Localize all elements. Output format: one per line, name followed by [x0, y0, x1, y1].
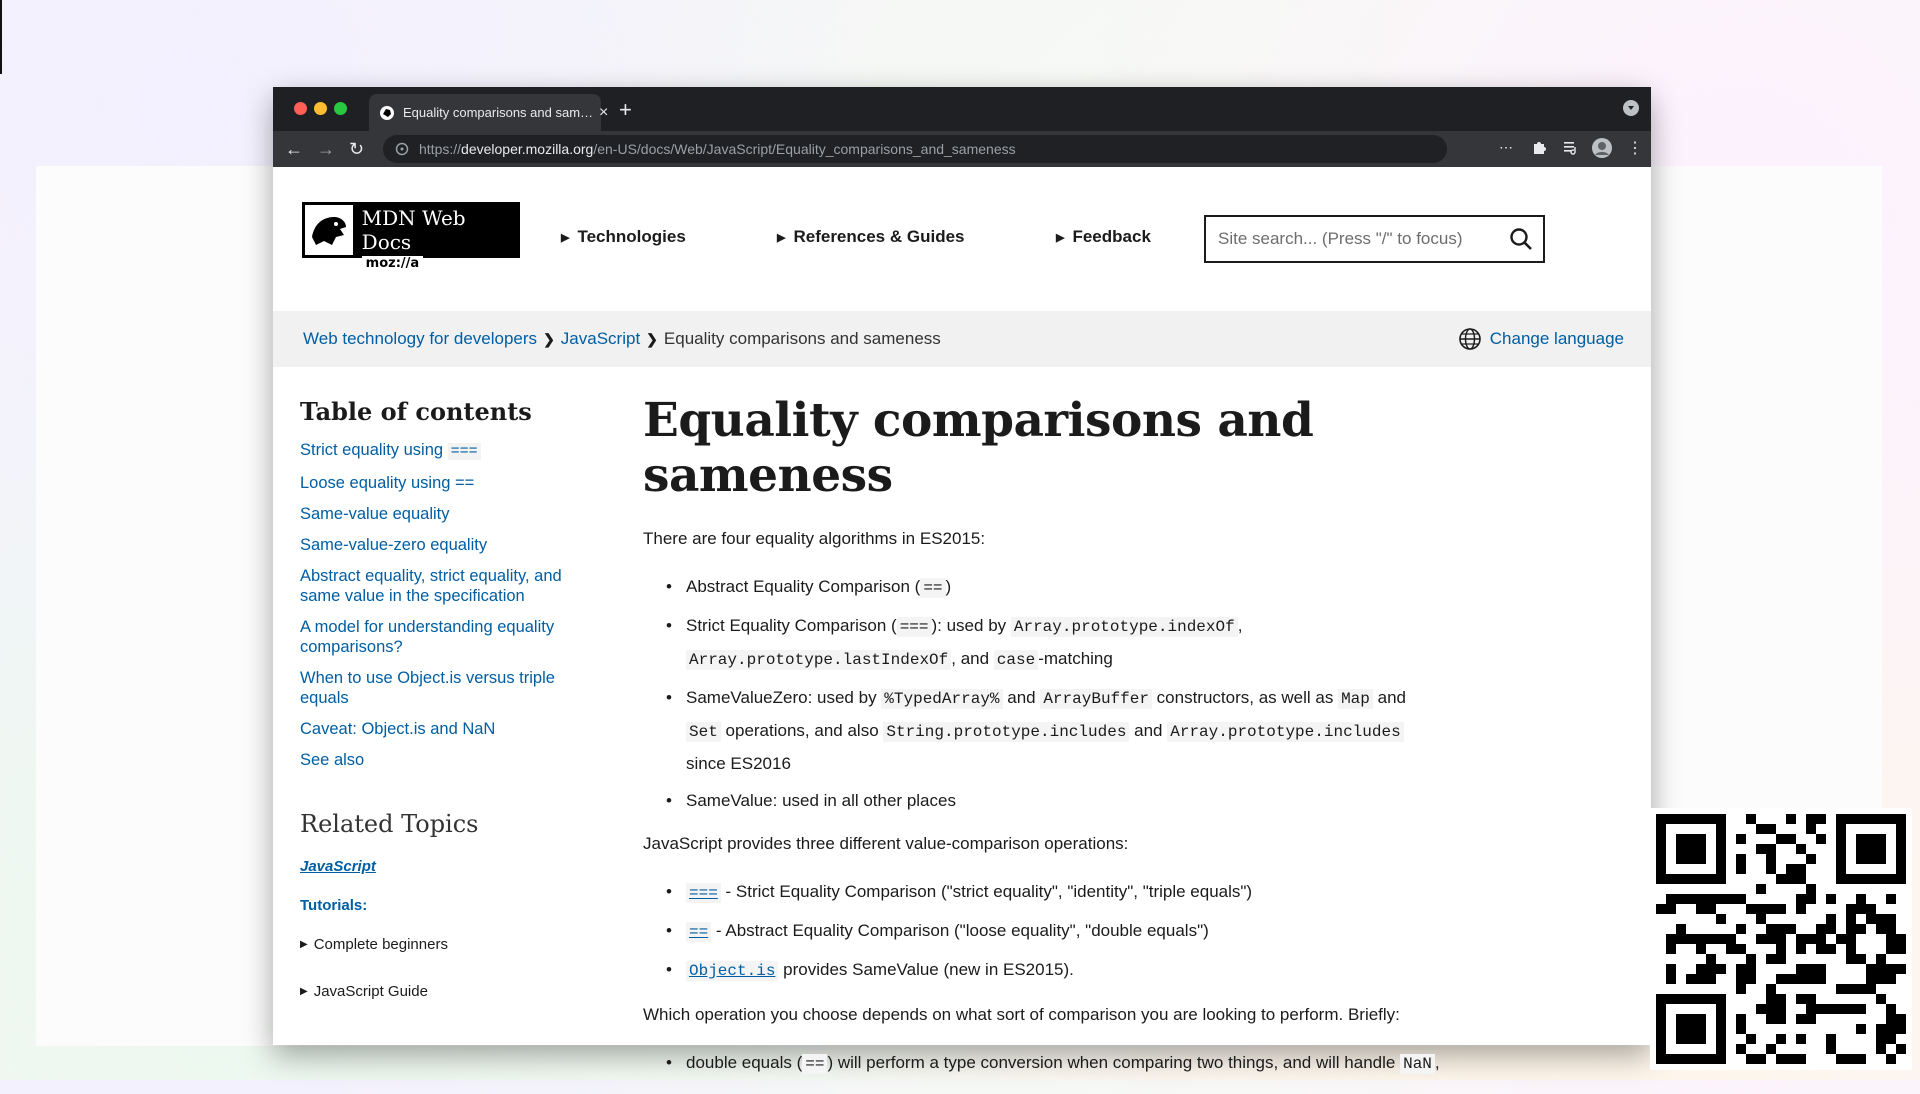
qr-code-image	[1656, 814, 1906, 1064]
search-icon[interactable]	[1509, 227, 1533, 251]
list-item: • Abstract Equality Comparison ( == )	[643, 571, 1523, 604]
page-title: Equality comparisons and sameness	[643, 393, 1314, 503]
search-input[interactable]	[1218, 229, 1498, 249]
list-item: • Object.is provides SameValue (new in ES2015).	[643, 954, 1523, 987]
sidebar	[300, 397, 590, 1030]
maximize-window-button[interactable]	[334, 102, 347, 115]
corner-mark	[0, 0, 2, 74]
chevron-right-icon: ❯	[543, 330, 555, 347]
site-info-icon[interactable]	[395, 142, 409, 156]
chevron-right-icon: ❯	[646, 330, 658, 347]
list-item: • SameValue: used in all other places	[643, 785, 1523, 816]
toc-title: Table of contents	[300, 397, 532, 426]
list-item: • SameValueZero: used by %TypedArray% and ArrayBuffer constructors, as well as Map and Set operations, and also String.prototype.includes and Array.prototype.includes since ES2016	[643, 682, 1523, 779]
toc-link[interactable]: See also	[300, 751, 365, 769]
nav-references-guides[interactable]: ▶ References & Guides	[777, 227, 965, 246]
nav-technologies[interactable]: ▶ Technologies	[561, 227, 686, 246]
reading-list-icon[interactable]	[1563, 139, 1579, 158]
logo-mozilla-text: moz://a	[362, 256, 424, 271]
related-topics-title: Related Topics	[300, 810, 479, 838]
algorithms-list	[643, 571, 1523, 816]
profile-avatar-icon[interactable]	[1591, 137, 1613, 162]
dinosaur-logo-icon	[302, 202, 356, 258]
back-arrow-icon[interactable]: ←	[285, 139, 303, 159]
toc-link[interactable]: Same-value equality	[300, 505, 450, 523]
logo-brand-text: MDN Web Docs	[361, 206, 466, 254]
site-header	[273, 167, 1651, 311]
mdn-logo[interactable]	[302, 202, 520, 271]
expand-triangle-icon: ▶	[300, 986, 308, 997]
tab-title: Equality comparisons and sam…	[403, 105, 594, 120]
related-javascript-link[interactable]: JavaScript	[300, 858, 376, 875]
summary-list	[643, 1047, 1523, 1080]
forward-arrow-icon[interactable]: →	[317, 139, 335, 159]
breadcrumb-current: Equality comparisons and sameness	[663, 329, 941, 348]
nav-feedback[interactable]: ▶ Feedback	[1056, 227, 1151, 246]
paragraph: JavaScript provides three different value-comparison operations:	[643, 834, 1129, 853]
minimize-window-button[interactable]	[314, 102, 327, 115]
list-item: • double equals ( == ) will perform a type conversion when comparing two things, and will handle NaN ,	[643, 1047, 1523, 1080]
browser-tab[interactable]	[369, 94, 609, 131]
toc-link[interactable]: Caveat: Object.is and NaN	[300, 720, 496, 738]
intro-paragraph: There are four equality algorithms in ES2015:	[643, 529, 986, 548]
details-complete-beginners[interactable]: ▶ Complete beginners	[300, 936, 448, 953]
extension-dots-icon[interactable]: ⋯	[1499, 139, 1513, 155]
article	[643, 393, 1523, 1094]
qr-code	[1650, 808, 1912, 1070]
url-host: developer.mozilla.org	[461, 141, 594, 157]
operations-list	[643, 876, 1523, 987]
strict-equality-link[interactable]: ===	[686, 882, 721, 901]
toc-link[interactable]: Strict equality using ===	[300, 440, 590, 462]
browser-toolbar	[273, 131, 1651, 167]
toc-link[interactable]: Same-value-zero equality	[300, 536, 488, 554]
browser-menu-icon[interactable]: ⋮	[1627, 140, 1643, 157]
list-item: • Strict Equality Comparison ( === ): used by Array.prototype.indexOf , Array.prototype.lastIndexOf , and case -matching	[643, 610, 1523, 676]
change-language-link[interactable]: Change language	[1458, 327, 1624, 351]
list-item: • == - Abstract Equality Comparison ("loose equality", "double equals")	[643, 915, 1523, 948]
tab-search-icon[interactable]	[1623, 100, 1639, 116]
close-window-button[interactable]	[294, 102, 307, 115]
site-search	[1204, 215, 1545, 263]
object-is-link[interactable]: Object.is	[686, 960, 778, 979]
new-tab-icon[interactable]: +	[619, 97, 632, 122]
reload-icon[interactable]: ↻	[349, 139, 365, 159]
expand-triangle-icon: ▶	[300, 939, 308, 950]
toc-link[interactable]: When to use Object.is versus triple equals	[300, 669, 555, 707]
expand-triangle-icon: ▶	[561, 231, 570, 244]
url-path: /en-US/docs/Web/JavaScript/Equality_comparisons_and_sameness	[593, 141, 1016, 157]
loose-equality-link[interactable]: ==	[686, 921, 711, 940]
browser-window	[273, 87, 1651, 1073]
mdn-page	[273, 167, 1651, 1073]
expand-triangle-icon: ▶	[1056, 231, 1065, 244]
close-tab-icon[interactable]: ×	[599, 103, 609, 121]
breadcrumb-link[interactable]: Web technology for developers	[303, 329, 538, 348]
toc-link[interactable]: A model for understanding equality comparisons?	[300, 618, 555, 656]
paragraph: Which operation you choose depends on what sort of comparison you are looking to perform. Briefly:	[643, 1005, 1400, 1024]
breadcrumb-link[interactable]: JavaScript	[560, 329, 641, 348]
breadcrumb	[273, 311, 1651, 367]
address-bar[interactable]	[383, 135, 1447, 163]
list-item: • === - Strict Equality Comparison ("strict equality", "identity", "triple equals")	[643, 876, 1523, 909]
expand-triangle-icon: ▶	[777, 231, 786, 244]
url-scheme: https://	[419, 141, 462, 157]
globe-icon	[1458, 327, 1482, 351]
toc-link[interactable]: Loose equality using ==	[300, 474, 475, 492]
toc-link[interactable]: Abstract equality, strict equality, and same value in the specification	[300, 567, 562, 605]
puzzle-extensions-icon[interactable]	[1531, 139, 1547, 158]
tab-bar	[273, 87, 1651, 131]
details-javascript-guide[interactable]: ▶ JavaScript Guide	[300, 983, 428, 1000]
related-tutorials-heading: Tutorials:	[300, 897, 368, 914]
mdn-favicon-icon	[379, 105, 395, 121]
